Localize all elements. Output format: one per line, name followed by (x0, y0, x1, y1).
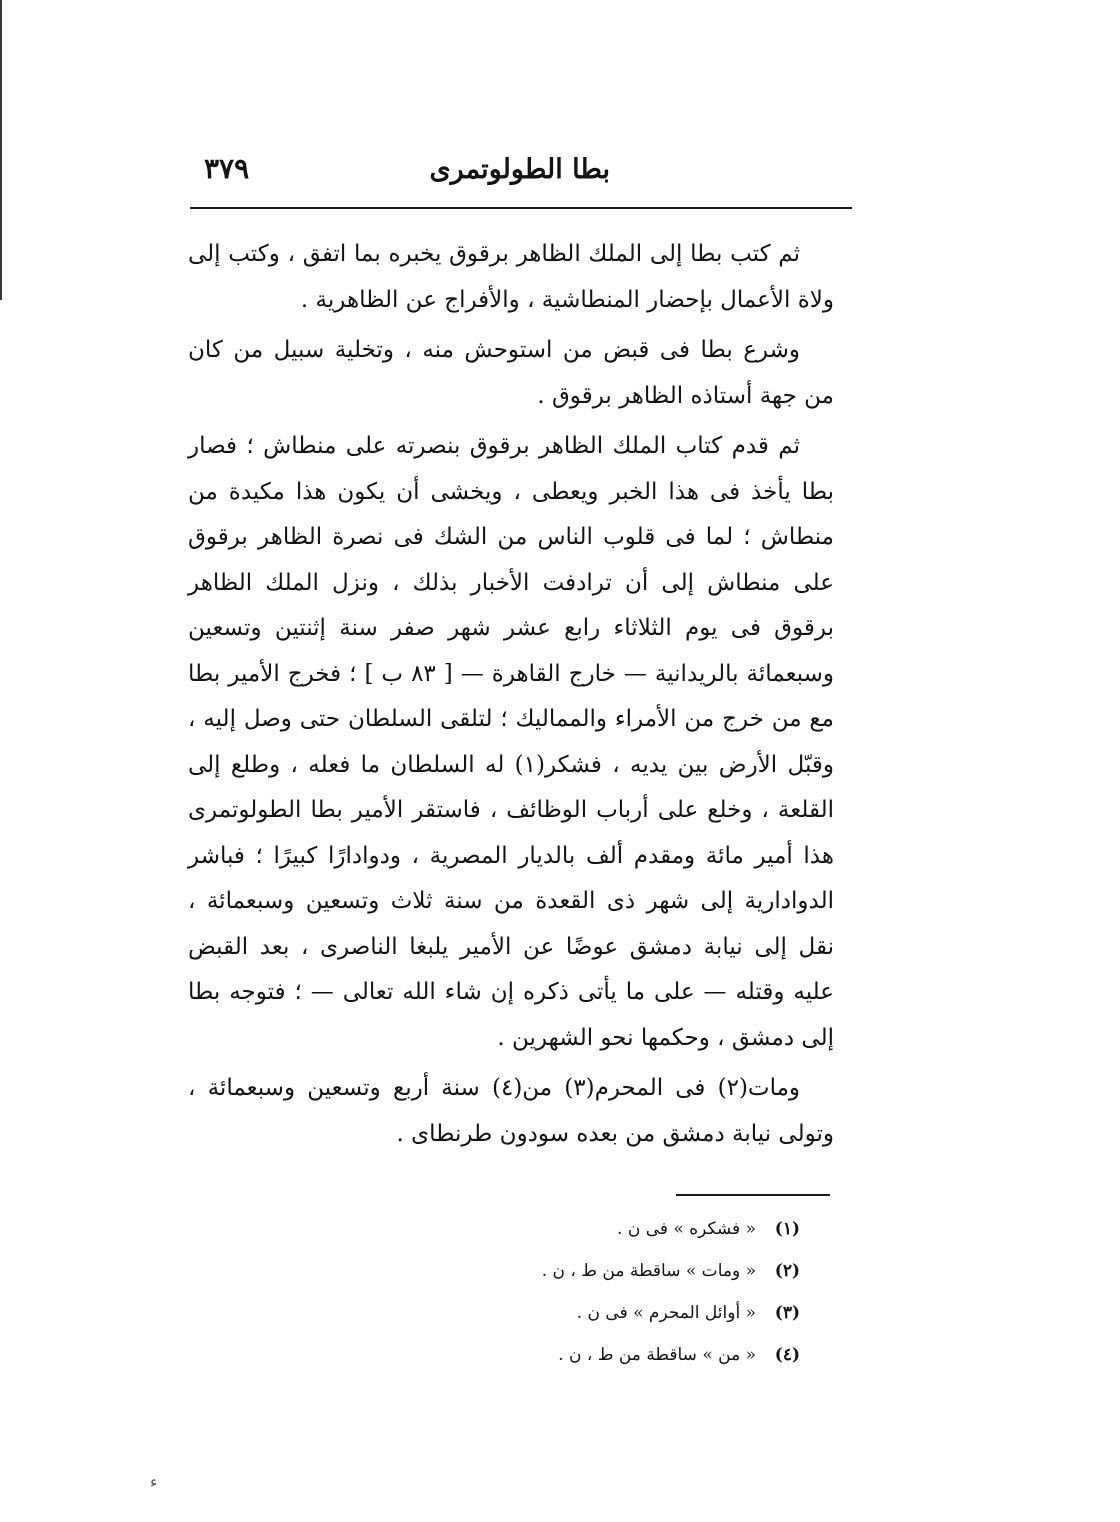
paragraph-4 (188, 1066, 834, 1157)
footnote-rule (676, 1194, 830, 1196)
page-header (190, 150, 850, 200)
footnote-mark: (١) (774, 1219, 800, 1239)
header-rule (190, 207, 852, 209)
footnote-mark: (٤) (774, 1345, 800, 1365)
footnote-mark: (٣) (774, 1303, 800, 1323)
paragraph-text: ثم كتب بطا إلى الملك الظاهر برقوق يخبره بما اتفق ، وكتب إلى ولاة الأعمال بإحضار المنطاشية ، والأفراج عن الظاهرية . (188, 241, 834, 313)
footnote-mark: (٢) (774, 1261, 800, 1281)
footnote-3 (420, 1292, 800, 1334)
footnote-1 (420, 1208, 800, 1250)
scan-edge-shadow (0, 0, 2, 300)
paragraph-text: ومات(٢) فى المحرم(٣) من(٤) سنة أربع وتسعين وسبعمائة ، وتولى نيابة دمشق من بعده سودون طرنطاى . (188, 1075, 834, 1147)
paragraph-1 (188, 232, 834, 323)
paragraph-3 (188, 424, 834, 1061)
main-text (188, 232, 834, 1162)
page-number: ٣٧٩ (204, 152, 250, 185)
footnotes (420, 1208, 800, 1376)
paragraph-2 (188, 328, 834, 419)
paragraph-text: ثم قدم كتاب الملك الظاهر برقوق بنصرته على منطاش ؛ فصار بطا يأخذ فى هذا الخبر ويعطى ، ويخشى أن يكون هذا مكيدة من منطاش ؛ لما فى قلوب الناس من الشك فى نصرة الظاهر برقوق على منطاش إلى أن ترادفت الأخبار بذلك ، ونزل الملك الظاهر برقوق فى يوم الثلاثاء رابع عشر شهر صفر سنة إثنتين وتسعين وسبعمائة بالريدانية — خارج القاهرة — [ ٨٣ ب ] ؛ فخرج الأمير بطا مع من خرج من الأمراء والمماليك ؛ لتلقى السلطان حتى وصل إليه ، وقبّل الأرض بين يديه ، فشكر(١) له السلطان ما فعله ، وطلع إلى القلعة ، وخلع على أرباب الوظائف ، فاستقر الأمير بطا الطولوتمرى هذا أمير مائة ومقدم ألف بالديار المصرية ، ودوادارًا كبيرًا ؛ فباشر الدوادارية إلى شهر ذى القعدة من سنة ثلاث وتسعين وسبعمائة ، نقل إلى نيابة دمشق عوضًا عن الأمير يلبغا الناصرى ، بعد القبض عليه وقتله — على ما يأتى ذكره إن شاء الله تعالى — ؛ فتوجه بطا إلى دمشق ، وحكمها نحو الشهرين . (188, 433, 834, 1051)
scan-speck: ء (150, 1472, 158, 1491)
footnote-4 (420, 1334, 800, 1376)
footnote-text: « أوائل المحرم » فى ن . (576, 1303, 756, 1323)
running-title: بطا الطولوتمرى (429, 154, 610, 185)
footnote-text: « من » ساقطة من ط ، ن . (558, 1345, 756, 1365)
footnote-text: « ومات » ساقطة من ط ، ن . (541, 1261, 756, 1281)
footnote-text: « فشكره » فى ن . (617, 1219, 756, 1239)
paragraph-text: وشرع بطا فى قبض من استوحش منه ، وتخلية سبيل من كان من جهة أستاذه الظاهر برقوق . (188, 337, 834, 409)
footnote-2 (420, 1250, 800, 1292)
